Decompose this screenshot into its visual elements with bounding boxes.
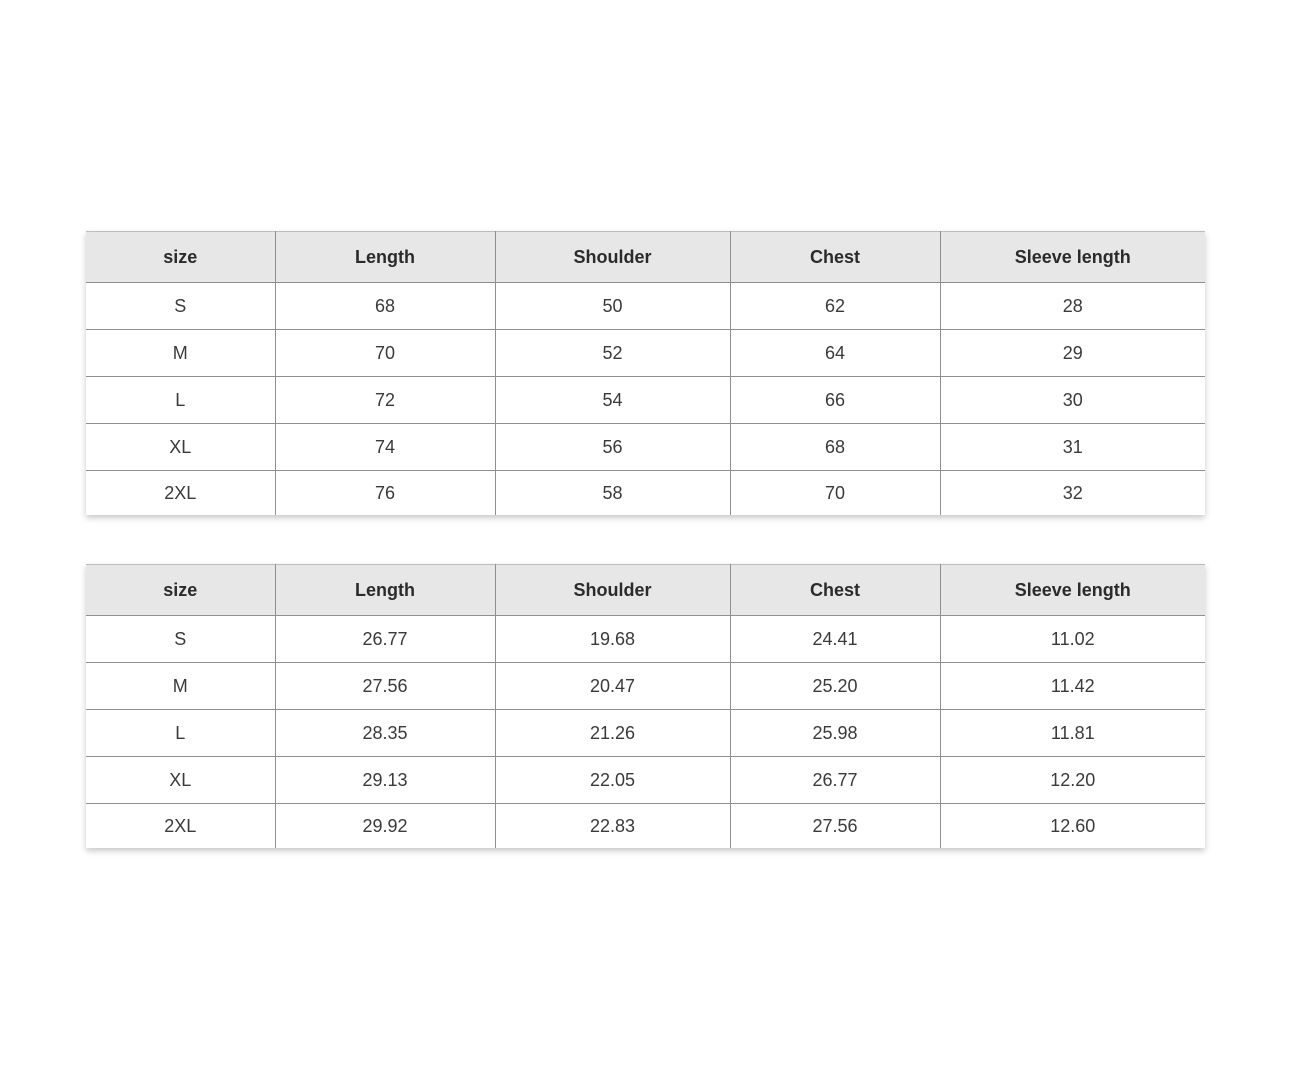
table-cell: 27.56 (730, 804, 940, 849)
table-cell: 52 (495, 330, 730, 377)
table-cell: S (86, 616, 275, 663)
table-cell: 72 (275, 377, 495, 424)
table-cell: 19.68 (495, 616, 730, 663)
table-cell: 29.13 (275, 757, 495, 804)
table-cell: 12.20 (940, 757, 1205, 804)
table-row (86, 616, 1205, 663)
table-cell: 70 (275, 330, 495, 377)
table-cell: 21.26 (495, 710, 730, 757)
table-row (86, 330, 1205, 377)
table-cell: L (86, 710, 275, 757)
table-cell: 54 (495, 377, 730, 424)
table-cell: 66 (730, 377, 940, 424)
table-row (86, 663, 1205, 710)
table-cell: 2XL (86, 804, 275, 849)
table-cell: XL (86, 757, 275, 804)
table-cell: 11.02 (940, 616, 1205, 663)
table-cell: 11.81 (940, 710, 1205, 757)
table-cell: 2XL (86, 471, 275, 516)
table-cell: 29 (940, 330, 1205, 377)
table-cell: 68 (275, 283, 495, 330)
column-header-shoulder: Shoulder (495, 232, 730, 283)
table-row (86, 804, 1205, 849)
table-cell: 30 (940, 377, 1205, 424)
table-header-row (86, 565, 1205, 616)
table-cell: 25.98 (730, 710, 940, 757)
table-cell: 76 (275, 471, 495, 516)
table-cell: XL (86, 424, 275, 471)
size-chart-table (86, 231, 1205, 515)
table-cell: 28.35 (275, 710, 495, 757)
table-row (86, 710, 1205, 757)
column-header-chest: Chest (730, 565, 940, 616)
table-cell: 26.77 (275, 616, 495, 663)
table-cell: 50 (495, 283, 730, 330)
column-header-size: size (86, 232, 275, 283)
table-cell: 29.92 (275, 804, 495, 849)
table-cell: 11.42 (940, 663, 1205, 710)
table-cell: 27.56 (275, 663, 495, 710)
size-chart-table (86, 564, 1205, 848)
table-row (86, 471, 1205, 516)
column-header-chest: Chest (730, 232, 940, 283)
table-row (86, 283, 1205, 330)
table-cell: 58 (495, 471, 730, 516)
table-cell: 74 (275, 424, 495, 471)
table-cell: M (86, 330, 275, 377)
column-header-length: Length (275, 232, 495, 283)
table-cell: 70 (730, 471, 940, 516)
column-header-length: Length (275, 565, 495, 616)
column-header-size: size (86, 565, 275, 616)
table-cell: 31 (940, 424, 1205, 471)
table-cell: 26.77 (730, 757, 940, 804)
table-cell: 20.47 (495, 663, 730, 710)
table-cell: M (86, 663, 275, 710)
table-cell: 24.41 (730, 616, 940, 663)
table-cell: S (86, 283, 275, 330)
table-header-row (86, 232, 1205, 283)
table-row (86, 757, 1205, 804)
table-row (86, 377, 1205, 424)
table-cell: 22.05 (495, 757, 730, 804)
table-cell: 68 (730, 424, 940, 471)
column-header-sleeve-length: Sleeve length (940, 232, 1205, 283)
column-header-shoulder: Shoulder (495, 565, 730, 616)
column-header-sleeve-length: Sleeve length (940, 565, 1205, 616)
table-cell: 28 (940, 283, 1205, 330)
table-cell: 32 (940, 471, 1205, 516)
table-row (86, 424, 1205, 471)
table-cell: 62 (730, 283, 940, 330)
table-cell: 64 (730, 330, 940, 377)
table-cell: 56 (495, 424, 730, 471)
table-cell: 22.83 (495, 804, 730, 849)
table-cell: 12.60 (940, 804, 1205, 849)
table-cell: L (86, 377, 275, 424)
table-cell: 25.20 (730, 663, 940, 710)
